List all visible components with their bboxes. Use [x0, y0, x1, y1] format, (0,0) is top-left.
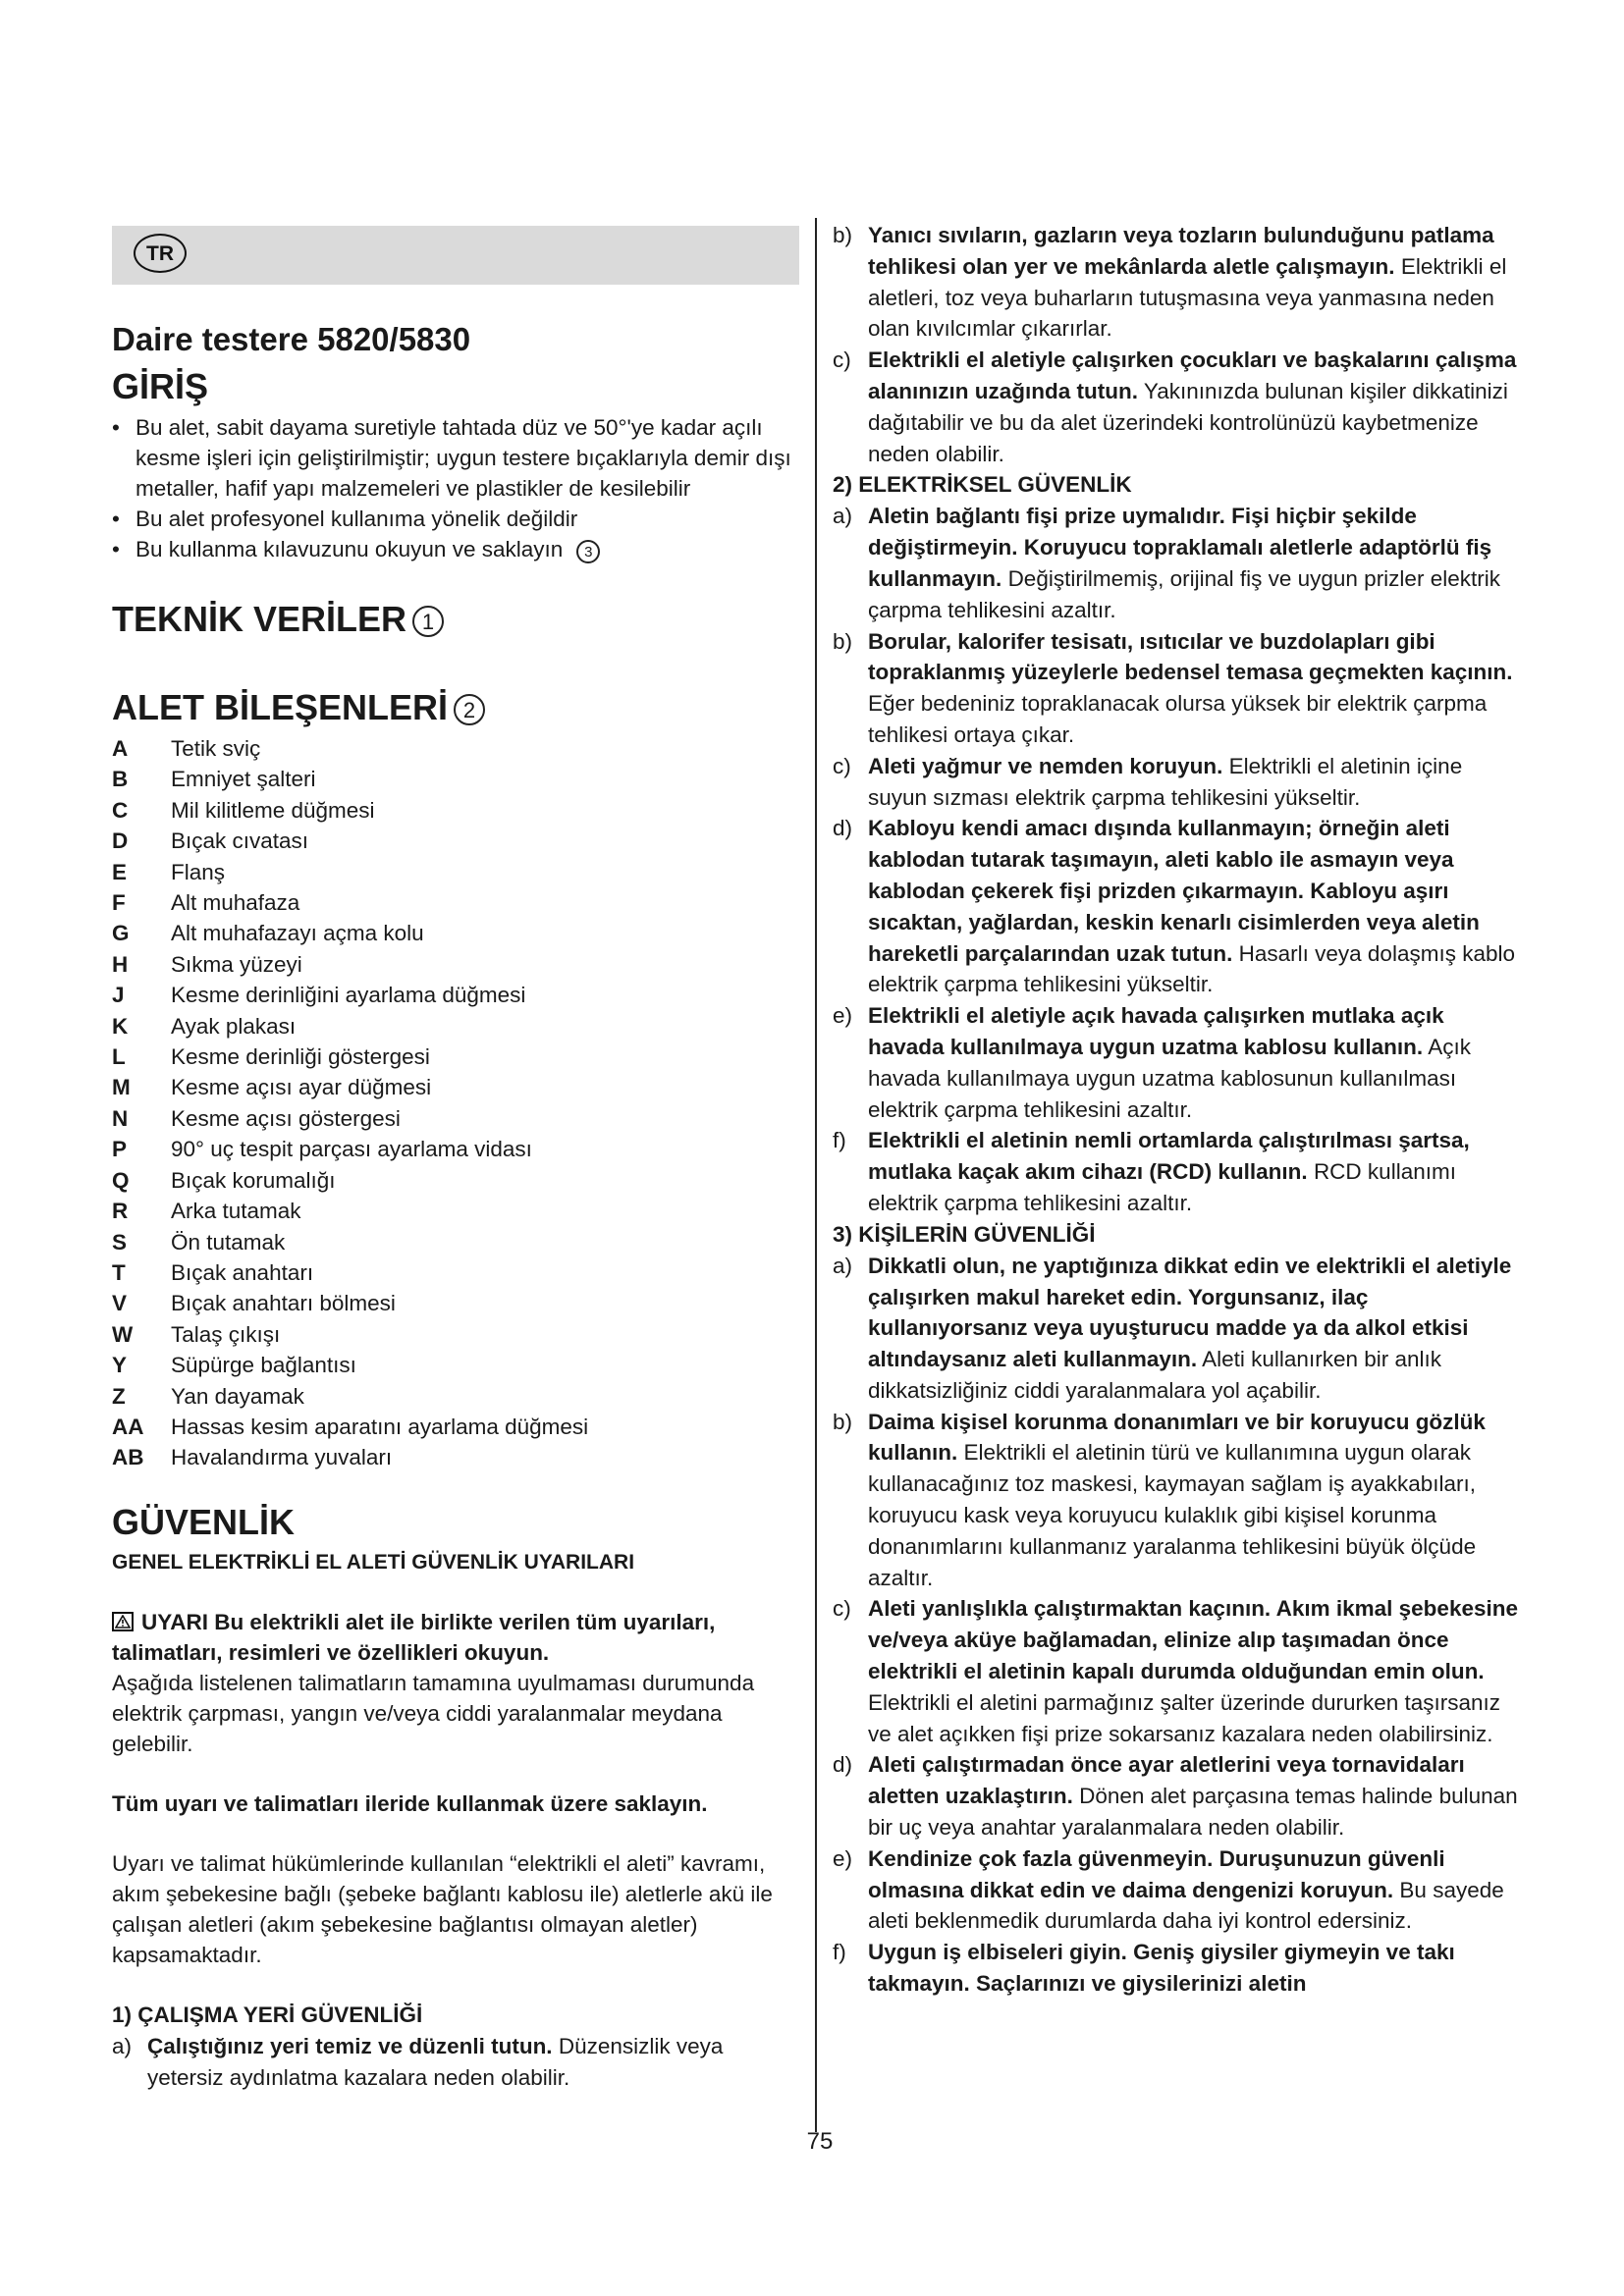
- item-bold: Elektrikli el aletiyle açık havada çalışırken mutlaka açık havada kullanılmaya uygun uzatma kablosu kullanın.: [868, 1003, 1444, 1059]
- item-bold: Daima kişisel korunma donanımları ve bir koruyucu gözlük kullanın.: [868, 1409, 1486, 1466]
- safety-item: [833, 1593, 1520, 1749]
- item-normal: Elektrikli el aletinin içine suyun sızması elektrik çarpma tehlikesini yükseltir.: [868, 753, 1463, 810]
- component-key: L: [112, 1044, 126, 1070]
- page-number: 75: [806, 2128, 834, 2155]
- item-text: [868, 1843, 1520, 1937]
- safety-item: [833, 1407, 1520, 1594]
- item-label: b): [833, 628, 853, 654]
- item-text: [868, 1251, 1520, 1407]
- figure-ref-2: 2: [454, 694, 485, 725]
- item-bold: Dikkatli olun, ne yaptığınıza dikkat edin ve elektrikli el aletiyle çalışırken makul hareket edin. Yorgunsanız, ilaç kullanıyorsanız veya uyuşturucu madde ya da alkol etkisi altındaysanız aleti kullanmayın.: [868, 1253, 1512, 1372]
- component-key: D: [112, 828, 129, 854]
- item-label: a): [833, 504, 853, 529]
- safety-item: [833, 1125, 1520, 1218]
- component-row: [112, 1319, 799, 1350]
- components-heading-text: ALET BİLEŞENLERİ: [112, 687, 449, 727]
- item-normal: Eğer bedeniniz topraklanacak olursa yüksek bir elektrik çarpma tehlikesi ortaya çıkar.: [868, 691, 1488, 747]
- components-heading: [112, 686, 799, 729]
- component-key: R: [112, 1199, 129, 1224]
- safety-item: [833, 345, 1520, 469]
- component-row: [112, 1412, 799, 1442]
- component-row: [112, 826, 799, 856]
- warning-bold-text: UYARI Bu elektrikli alet ile birlikte verilen tüm uyarıları, talimatları, resimleri ve özellikleri okuyun.: [112, 1609, 716, 1665]
- component-key: G: [112, 921, 130, 946]
- component-name: 90° uç tespit parçası ayarlama vidası: [171, 1137, 532, 1162]
- item-normal: Elektrikli el aletleri, toz veya buharların tutuşmasına veya yanmasına neden olan kıvılcımlar çıkarırlar.: [868, 253, 1507, 342]
- component-key: S: [112, 1229, 128, 1255]
- item-bold: Elektrikli el aletinin nemli ortamlarda çalıştırılması şartsa, mutlaka kaçak akım cihazı (RCD) kullanın.: [868, 1128, 1470, 1185]
- component-row: [112, 857, 799, 887]
- item-label: c): [833, 347, 851, 373]
- component-row: [112, 733, 799, 764]
- figure-ref-3: 3: [576, 540, 600, 563]
- component-name: Bıçak anahtarı: [171, 1259, 314, 1285]
- component-name: Tetik sviç: [171, 736, 261, 761]
- safety-item: [833, 1749, 1520, 1842]
- item-text: [868, 1593, 1520, 1749]
- component-key: Z: [112, 1383, 126, 1409]
- item-label: f): [833, 1940, 846, 1965]
- intro-heading: GİRİŞ: [112, 366, 209, 406]
- keep-instructions: Tüm uyarı ve talimatları ileride kullanmak üzere saklayın.: [112, 1790, 708, 1816]
- component-name: Bıçak cıvatası: [171, 828, 309, 854]
- component-key: C: [112, 797, 129, 823]
- item-label: f): [833, 1128, 846, 1153]
- component-name: Kesme derinliğini ayarlama düğmesi: [171, 983, 526, 1008]
- component-name: Mil kilitleme düğmesi: [171, 797, 375, 823]
- item-label: d): [833, 816, 853, 841]
- intro-list: [112, 412, 799, 564]
- safety-item: [833, 751, 1520, 814]
- item-label: e): [833, 1845, 853, 1871]
- intro-bullet: • Bu alet profesyonel kullanıma yönelik değildir: [112, 504, 799, 534]
- item-label: b): [833, 1409, 853, 1434]
- component-row: [112, 949, 799, 980]
- component-row: [112, 1134, 799, 1164]
- item-normal: Hasarlı veya dolaşmış kablo elektrik çarpma tehlikesini yükseltir.: [868, 940, 1515, 997]
- component-name: Emniyet şalteri: [171, 767, 316, 792]
- figure-ref-1: 1: [412, 606, 444, 637]
- item-normal: Düzensizlik veya yetersiz aydınlatma kazalara neden olabilir.: [147, 2033, 724, 2090]
- component-key: E: [112, 859, 128, 884]
- item-text: [147, 2031, 799, 2094]
- item-bold: Çalıştığınız yeri temiz ve düzenli tutun.: [147, 2033, 553, 2058]
- item-normal: Elektrikli el aletinin türü ve kullanımına uygun olarak kullanacağınız toz maskesi, kaymayan sağlam iş ayakkabıları, koruyucu kask veya koruyucu kulaklık gibi kişisel korunma donanımlarını kullanmanız yaralanma tehlikesini büyük ölçüde azaltır.: [868, 1440, 1477, 1590]
- left-column: [112, 220, 799, 2093]
- component-key: P: [112, 1137, 128, 1162]
- component-name: Bıçak anahtarı bölmesi: [171, 1291, 396, 1316]
- item-text: [868, 626, 1520, 751]
- component-row: [112, 887, 799, 918]
- safety-item: [833, 220, 1520, 345]
- component-name: Süpürge bağlantısı: [171, 1353, 356, 1378]
- item-label: c): [833, 753, 851, 778]
- component-row: [112, 1196, 799, 1226]
- component-row: [112, 1165, 799, 1196]
- item-text: [868, 501, 1520, 625]
- component-name: Sıkma yüzeyi: [171, 951, 302, 977]
- item-label: d): [833, 1752, 853, 1778]
- work-area-heading: 1) ÇALIŞMA YERİ GÜVENLİĞİ: [112, 2002, 423, 2027]
- item-normal: Aleti kullanırken bir anlık dikkatsizliğiniz ciddi yaralanmalara yol açabilir.: [868, 1347, 1442, 1403]
- item-bold: Elektrikli el aletiyle çalışırken çocukları ve başkalarını çalışma alanınızın uzağında tutun.: [868, 347, 1517, 403]
- component-key: AB: [112, 1445, 144, 1470]
- safety-item: [833, 1000, 1520, 1125]
- safety-item: [833, 501, 1520, 625]
- component-key: Q: [112, 1167, 130, 1193]
- warning-paragraph: [112, 1607, 799, 1668]
- component-key: N: [112, 1105, 129, 1131]
- component-row: [112, 918, 799, 948]
- item-bold: Aleti yağmur ve nemden koruyun.: [868, 753, 1223, 778]
- component-row: [112, 1350, 799, 1380]
- language-bar: [112, 226, 799, 285]
- item-normal: Değiştirilmemiş, orijinal fiş ve uygun prizler elektrik çarpma tehlikesini azaltır.: [868, 565, 1500, 622]
- safety-item: [833, 813, 1520, 1000]
- component-name: Yan dayamak: [171, 1383, 304, 1409]
- item-bold: Aleti yanlışlıkla çalıştırmaktan kaçının. Akım ikmal şebekesine ve/veya aküye bağlamadan, elinize alıp taşımadan önce elektrikli el aletinin kapalı durumda olduğundan emin olun.: [868, 1596, 1518, 1684]
- item-text: [868, 1125, 1520, 1218]
- components-list: [112, 733, 799, 1473]
- component-name: Bıçak korumalığı: [171, 1167, 336, 1193]
- component-row: [112, 1011, 799, 1041]
- item-text: [868, 1000, 1520, 1125]
- right-flow: [833, 220, 1520, 2000]
- component-name: Kesme derinliği göstergesi: [171, 1044, 430, 1070]
- item-text: [868, 220, 1520, 345]
- component-key: F: [112, 890, 126, 916]
- component-name: Ön tutamak: [171, 1229, 286, 1255]
- intro-bullet: [112, 534, 799, 564]
- safety-item: [833, 626, 1520, 751]
- component-row: [112, 1257, 799, 1288]
- item-bold: Kabloyu kendi amacı dışında kullanmayın; örneğin aleti kablodan tutarak taşımayın, aleti kablo ile asmayın veya kablodan çekerek fişi prizden çıkarmayın. Kabloyu aşırı sıcaktan, yağlardan, keskin kenarlı cisimlerden veya aletin hareketli parçalarından uzak tutun.: [868, 816, 1480, 966]
- item-normal: Dönen alet parçasına temas halinde bulunan bir uç veya anahtar yaralanmalara neden olabilir.: [868, 1784, 1518, 1841]
- language-badge: TR: [134, 234, 187, 273]
- component-row: [112, 980, 799, 1010]
- right-column: [833, 220, 1520, 2000]
- intro-bullet-text: Bu kullanma kılavuzunu okuyun ve saklayın: [135, 537, 564, 561]
- item-bold: Uygun iş elbiseleri giyin. Geniş giysiler giymeyin ve takı takmayın. Saçlarınızı ve giysilerinizi aletin: [868, 1940, 1455, 1997]
- item-bold: Aleti çalıştırmadan önce ayar aletlerini veya tornavidaları aletten uzaklaştırın.: [868, 1752, 1465, 1809]
- item-text: [868, 1749, 1520, 1842]
- component-key: H: [112, 951, 129, 977]
- component-name: Arka tutamak: [171, 1199, 301, 1224]
- component-row: [112, 1288, 799, 1318]
- component-row: [112, 1442, 799, 1472]
- item-text: [868, 751, 1520, 814]
- item-bold: Aletin bağlantı fişi prize uymalıdır. Fişi hiçbir şekilde değiştirmeyin. Koruyucu topraklamalı aletlerle adaptörlü fiş kullanmayın.: [868, 504, 1492, 591]
- safety-subheading: GENEL ELEKTRİKLİ EL ALETİ GÜVENLİK UYARILARI: [112, 1550, 635, 1574]
- item-text: [868, 1937, 1520, 2000]
- component-name: Hassas kesim aparatını ayarlama düğmesi: [171, 1414, 589, 1439]
- intro-bullet: • Bu alet, sabit dayama suretiyle tahtada düz ve 50°'ye kadar açılı kesme işleri için geliştirilmiştir; uygun testere bıçaklarıyla demir dışı metaller, hafif yapı malzemeleri ve plastikler de kesilebilir: [112, 412, 799, 504]
- component-row: [112, 764, 799, 794]
- item-normal: Açık havada kullanılmaya uygun uzatma kablosunun kullanılması elektrik çarpma tehlikesini azaltır.: [868, 1034, 1471, 1122]
- component-key: Y: [112, 1353, 128, 1378]
- term-definition: Uyarı ve talimat hükümlerinde kullanılan “elektrikli el aleti” kavramı, akım şebekesine bağlı (şebeke bağlantı kablosu ile) aletlerle akü ile çalışan aletleri (akım şebekesine bağlantısı olmayan aletler) kapsamaktadır.: [112, 1850, 773, 1967]
- item-normal: RCD kullanımı elektrik çarpma tehlikesini azaltır.: [868, 1159, 1456, 1215]
- item-normal: Yakınınızda bulunan kişiler dikkatinizi dağıtabilir ve bu da alet üzerindeki kontrolünüzü kaybetmenize neden olabilir.: [868, 378, 1508, 466]
- tech-heading: [112, 598, 799, 641]
- safety-item: [833, 1251, 1520, 1407]
- component-key: T: [112, 1259, 126, 1285]
- component-row: [112, 1381, 799, 1412]
- item-bold: Kendinize çok fazla güvenmeyin. Duruşunuzun güvenli olmasına dikkat edin ve daima dengenizi koruyun.: [868, 1845, 1445, 1902]
- component-name: Alt muhafaza: [171, 890, 300, 916]
- safety-heading: GÜVENLİK: [112, 1501, 296, 1542]
- component-key: M: [112, 1075, 131, 1100]
- item-bold: Borular, kalorifer tesisatı, ısıtıcılar ve buzdolapları gibi topraklanmış yüzeylerle bedensel temasa geçmekten kaçının.: [868, 628, 1513, 685]
- component-name: Alt muhafazayı açma kolu: [171, 921, 424, 946]
- warning-icon: [112, 1612, 134, 1631]
- component-name: Havalandırma yuvaları: [171, 1445, 393, 1470]
- item-label: c): [833, 1596, 851, 1622]
- item-normal: Elektrikli el aletini parmağınız şalter üzerinde dururken taşırsanız ve alet açıkken fişi prize sokarsanız kazalara neden olabilirsiniz.: [868, 1689, 1501, 1746]
- item-label: b): [833, 223, 853, 247]
- component-name: Talaş çıkışı: [171, 1321, 281, 1347]
- safety-item: [833, 1843, 1520, 1937]
- component-row: [112, 1227, 799, 1257]
- component-row: [112, 1041, 799, 1072]
- component-key: W: [112, 1321, 134, 1347]
- component-name: Ayak plakası: [171, 1013, 297, 1039]
- safety-item: [833, 1937, 1520, 2000]
- item-label: a): [112, 2033, 133, 2058]
- item-label: e): [833, 1003, 853, 1029]
- item-normal: Bu sayede aleti beklenmedik durumlarda daha iyi kontrol edersiniz.: [868, 1877, 1504, 1934]
- component-row: [112, 795, 799, 826]
- warning-text: Aşağıda listelenen talimatların tamamına uyulmaması durumunda elektrik çarpması, yangın ve/veya ciddi yaralanmalar meydana gelebilir.: [112, 1670, 755, 1756]
- document-title: Daire testere 5820/5830: [112, 321, 471, 357]
- personal-heading: 3) KİŞİLERİN GÜVENLİĞİ: [833, 1221, 1096, 1247]
- item-bold: Yanıcı sıvıların, gazların veya tozların bulunduğunu patlama tehlikesi olan yer ve mekânlarda aletle çalışmayın.: [868, 223, 1494, 279]
- component-row: [112, 1072, 799, 1102]
- item-text: [868, 813, 1520, 1000]
- component-name: Flanş: [171, 859, 226, 884]
- component-key: J: [112, 983, 125, 1008]
- component-name: Kesme açısı ayar düğmesi: [171, 1075, 432, 1100]
- component-key: AA: [112, 1414, 144, 1439]
- item-text: [868, 345, 1520, 469]
- component-key: B: [112, 767, 129, 792]
- item-text: [868, 1407, 1520, 1594]
- component-key: A: [112, 736, 129, 761]
- tech-heading-text: TEKNİK VERİLER: [112, 599, 407, 639]
- component-key: V: [112, 1291, 128, 1316]
- safety-item: [112, 2031, 799, 2094]
- item-label: a): [833, 1253, 853, 1278]
- component-key: K: [112, 1013, 129, 1039]
- column-divider: [815, 218, 817, 2132]
- component-row: [112, 1103, 799, 1134]
- component-name: Kesme açısı göstergesi: [171, 1105, 401, 1131]
- electrical-heading: 2) ELEKTRİKSEL GÜVENLİK: [833, 472, 1132, 498]
